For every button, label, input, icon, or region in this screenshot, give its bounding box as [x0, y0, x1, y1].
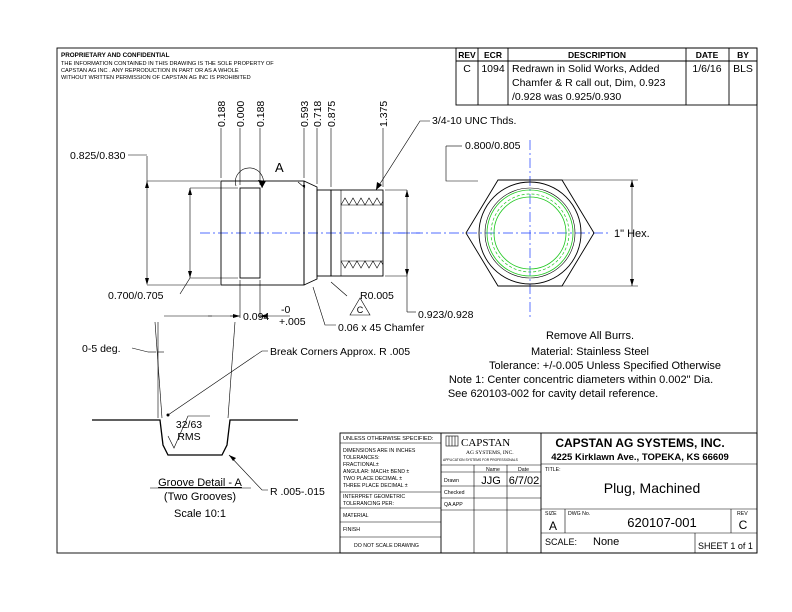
description-line-2: Chamfer & R call out, Dim, 0.923 — [512, 77, 666, 89]
groove-detail — [82, 316, 410, 520]
logo-name: CAPSTAN — [461, 437, 511, 449]
groove-tol-upper: -0 — [281, 304, 291, 316]
od-thread-relief-label: 0.923/0.928 — [418, 309, 474, 321]
note-5: See 620103-002 for cavity detail reference. — [447, 388, 659, 400]
tb-rev: C — [738, 518, 748, 532]
angle-label: 0-5 deg. — [82, 343, 121, 355]
proprietary-line-2: CAPSTAN AG INC . ANY REPRODUCTION IN PART OR AS A WHOLE — [61, 68, 239, 74]
groove-width-label: 0.094 — [243, 311, 270, 323]
tb-company-address: 4225 Kirklawn Ave., TOPEKA, KS 66609 — [551, 452, 729, 463]
rev-date-value: 1/6/16 — [692, 63, 722, 75]
tb-interpret: INTERPRET GEOMETRIC — [343, 494, 406, 500]
dim-pos-0188-b: 0.188 — [255, 100, 267, 127]
rev-by-value: BLS — [733, 63, 753, 75]
rev-value: C — [463, 63, 471, 75]
detail-scale: Scale 10:1 — [174, 508, 226, 520]
thread-label: 3/4-10 UNC Thds. — [432, 115, 517, 127]
by-header: BY — [737, 50, 749, 60]
od-right-label: 0.800/0.805 — [465, 140, 521, 152]
tb-title: Plug, Machined — [603, 480, 701, 496]
dim-pos-1375: 1.375 — [378, 100, 390, 127]
note-3: Tolerance: +/-0.005 Unless Specified Otherwise — [488, 360, 722, 372]
note-1: Remove All Burrs. — [545, 330, 635, 342]
note-4: Note 1: Center concentric diameters within 0.002" Dia. — [448, 374, 714, 386]
radius-tag: C — [356, 305, 364, 315]
plug-end-view — [395, 140, 650, 320]
tb-title-label: TITLE: — [545, 467, 561, 473]
detail-a-label: A — [275, 160, 284, 175]
tb-tolerancing: TOLERANCING PER: — [343, 501, 394, 507]
hex-label: 1" Hex. — [614, 228, 650, 240]
note-2: Material: Stainless Steel — [531, 346, 649, 358]
tb-rev-label: REV — [737, 511, 748, 517]
tb-scale-label: SCALE: — [545, 537, 578, 547]
od-large-label: 0.825/0.830 — [70, 150, 126, 162]
tb-name-header: Name — [486, 467, 500, 473]
dim-pos-0000: 0.000 — [235, 100, 247, 127]
dim-pos-0875: 0.875 — [326, 100, 338, 127]
tb-tolerances: TOLERANCES: — [343, 455, 380, 461]
rev-header: REV — [458, 50, 476, 60]
logo-sub: AG SYSTEMS, INC. — [466, 450, 514, 456]
detail-subtitle: (Two Grooves) — [163, 491, 237, 503]
notes — [448, 330, 721, 400]
tb-sheet: SHEET 1 of 1 — [698, 541, 753, 551]
chamfer-label: 0.06 x 45 Chamfer — [338, 322, 425, 334]
tb-two-place: TWO PLACE DECIMAL ± — [343, 476, 403, 482]
date-header: DATE — [695, 50, 719, 60]
description-line-1: Redrawn in Solid Works, Added — [512, 63, 660, 75]
break-corners-label: Break Corners Approx. R .005 — [270, 346, 411, 358]
plug-side-view — [200, 160, 420, 285]
tb-unless: UNLESS OTHERWISE SPECIFIED: — [343, 436, 434, 442]
surface-finish-unit: RMS — [177, 431, 201, 443]
description-line-3: /0.928 was 0.925/0.930 — [512, 91, 622, 103]
tb-size: A — [548, 519, 558, 533]
ecr-header: ECR — [484, 50, 502, 60]
detail-title: Groove Detail - A — [158, 477, 242, 489]
tb-three-place: THREE PLACE DECIMAL ± — [343, 483, 408, 489]
tb-company-name: CAPSTAN AG SYSTEMS, INC. — [555, 436, 725, 450]
tb-qa-label: QA APP — [444, 502, 463, 508]
detail-a-circle — [235, 168, 263, 188]
title-block — [340, 433, 757, 553]
dim-pos-0593: 0.593 — [299, 100, 311, 127]
tb-material: MATERIAL — [343, 513, 369, 519]
tb-dwg-label: DWG No. — [568, 511, 591, 517]
dim-pos-0718: 0.718 — [312, 100, 324, 127]
revision-table — [456, 48, 757, 105]
tb-size-label: SIZE — [545, 511, 557, 517]
proprietary-line-1: THE INFORMATION CONTAINED IN THIS DRAWING IS THE SOLE PROPERTY OF — [61, 61, 274, 67]
proprietary-line-3: WITHOUT WRITTEN PERMISSION OF CAPSTAN AG INC IS PROHIBITED — [61, 75, 251, 81]
tb-angular: ANGULAR: MACH± BEND ± — [343, 469, 410, 475]
tb-do-not-scale: DO NOT SCALE DRAWING — [354, 543, 419, 549]
tb-dwg-no: 620107-001 — [627, 515, 697, 530]
detail-a-arrow — [258, 180, 266, 188]
tb-drawn-label: Drawn — [444, 478, 459, 484]
tb-drawn-name: JJG — [481, 475, 501, 487]
capstan-logo — [443, 436, 519, 462]
radius-label: R0.005 — [360, 290, 394, 302]
tb-scale: None — [593, 536, 620, 548]
od-groove-label: 0.700/0.705 — [108, 290, 164, 302]
logo-tag: APPLICATION SYSTEMS FOR PROFESSIONALS — [443, 458, 518, 462]
proprietary-notice — [61, 52, 274, 81]
tb-date-header: Date — [518, 467, 529, 473]
groove-radius-label: R .005-.015 — [270, 486, 325, 498]
tb-drawn-date: 6/7/02 — [508, 475, 540, 487]
dim-pos-0188-a: 0.188 — [216, 100, 228, 127]
tb-checked-label: Checked — [444, 490, 465, 496]
tb-finish: FINISH — [343, 527, 361, 533]
ecr-value: 1094 — [481, 63, 505, 75]
surface-finish-value: 32/63 — [175, 419, 203, 431]
position-dimensions — [216, 101, 390, 187]
proprietary-heading: PROPRIETARY AND CONFIDENTIAL — [61, 52, 170, 59]
tb-fractional: FRACTIONAL± — [343, 462, 379, 468]
description-header: DESCRIPTION — [567, 50, 627, 60]
groove-tol-lower: +.005 — [279, 316, 306, 328]
tb-dims-inches: DIMENSIONS ARE IN INCHES — [343, 448, 416, 454]
od-dimensions-left — [70, 150, 238, 302]
